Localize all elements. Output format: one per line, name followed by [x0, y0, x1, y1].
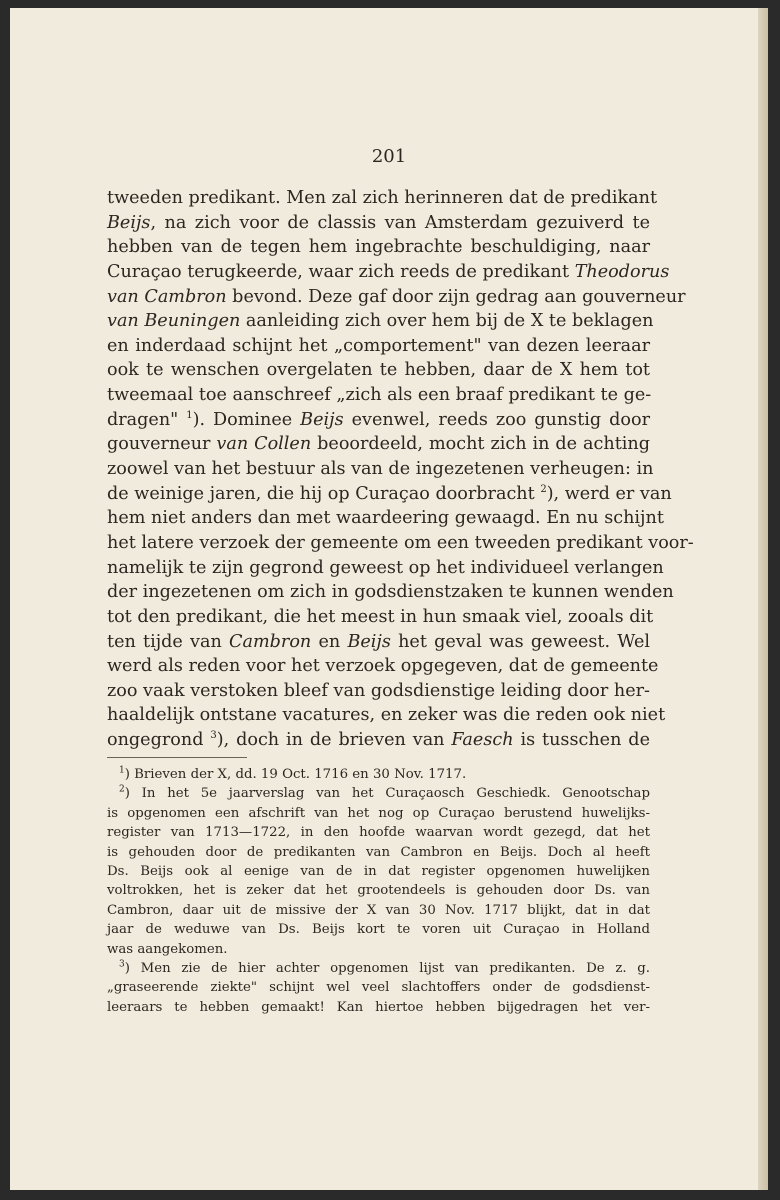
text-run: „graseerende ziekte" schijnt wel veel slachtoffers onder de godsdienst-	[107, 980, 650, 996]
body-line	[107, 728, 650, 753]
text-run: tweemaal toe aanschreef „zich als een braaf predikant te ge-	[107, 385, 652, 406]
footnote-line	[107, 823, 650, 842]
body-line	[107, 457, 654, 482]
text-run: tot den predikant, die het meest in hun smaak viel, zooals dit	[107, 606, 654, 627]
italic-name: van Cambron	[107, 286, 227, 307]
footnote-rule	[107, 757, 247, 758]
body-line	[107, 482, 672, 507]
footnote-marker: 1	[119, 765, 125, 776]
text-run: bevond. Deze gaf door zijn gedrag aan gouverneur	[226, 286, 686, 307]
text-run: evenwel, reeds zoo gunstig door	[343, 409, 650, 430]
body-line	[107, 630, 650, 655]
footnote-line	[107, 804, 650, 823]
body-line	[107, 506, 664, 531]
footnote-line	[107, 784, 650, 803]
text-run: zoo vaak verstoken bleef van godsdienstige leiding door her-	[107, 680, 650, 701]
text-run: gouverneur	[107, 434, 217, 455]
text-run: ) In het 5e jaarverslag van het Curaçaosch Geschiedk. Genootschap	[124, 786, 650, 802]
footnote-marker: 2	[540, 483, 547, 495]
body-line	[107, 186, 658, 211]
italic-name: Beijs	[107, 212, 151, 233]
text-run: namelijk te zijn gegrond geweest op het individueel verlangen	[107, 557, 664, 578]
italic-name: Faesch	[451, 730, 514, 751]
footnote-line	[107, 862, 650, 881]
text-run: werd als reden voor het verzoek opgegeven, dat de gemeente	[107, 656, 659, 677]
text-run: jaar de weduwe van Ds. Beijs kort te voren uit Curaçao in Holland	[107, 922, 650, 938]
text-run: zoowel van het bestuur als van de ingezetenen verheugen: in	[107, 459, 654, 480]
text-run: register van 1713—1722, in den hoofde waarvan wordt gezegd, dat het	[107, 825, 650, 841]
footnote-marker: 3	[119, 959, 125, 970]
text-run: leeraars te hebben gemaakt! Kan hiertoe hebben bijgedragen het ver-	[107, 999, 650, 1015]
body-line	[107, 408, 650, 433]
text-run: hebben van de tegen hem ingebrachte beschuldiging, naar	[107, 237, 650, 258]
text-run: der ingezetenen om zich in godsdienstzaken te kunnen wenden	[107, 582, 674, 603]
footnote-line	[107, 959, 650, 978]
text-run: was aangekomen.	[107, 941, 228, 957]
body-line	[107, 580, 674, 605]
text-run: haaldelijk ontstane vacatures, en zeker was die reden ook niet	[107, 705, 666, 726]
footnote-line	[107, 940, 650, 959]
text-run: ). Dominee	[192, 409, 301, 430]
footnote-line	[107, 998, 650, 1017]
text-run: voltrokken, het is zeker dat het grootendeels is gehouden door Ds. van	[107, 883, 650, 899]
body-line	[107, 654, 659, 679]
italic-name: Theodorus	[574, 261, 670, 282]
text-run: ) Men zie de hier achter opgenomen lijst van predikanten. De z. g.	[124, 960, 650, 976]
book-page	[10, 8, 768, 1190]
text-run: Ds. Beijs ook al eenige van de in dat register opgenomen huwelijken	[107, 863, 650, 879]
italic-name: Beijs	[347, 631, 391, 652]
body-line	[107, 703, 666, 728]
text-run: ook te wenschen overgelaten te hebben, daar de X hem tot	[107, 360, 650, 381]
text-run: ), doch in de brieven van	[216, 730, 452, 751]
text-run: ) Brieven der X, dd. 19 Oct. 1716 en 30 Nov. 1717.	[124, 767, 467, 782]
text-run: is tusschen de	[513, 730, 650, 751]
footnote-line	[107, 843, 650, 862]
body-line	[107, 334, 650, 359]
body-line	[107, 309, 654, 334]
body-line	[107, 605, 654, 630]
text-run: Curaçao terugkeerde, waar zich reeds de predikant	[107, 261, 575, 282]
text-run: Cambron, daar uit de missive der X van 30 Nov. 1717 blijkt, dat in dat	[107, 902, 650, 918]
text-run: is gehouden door de predikanten van Cambron en Beijs. Doch al heeft	[107, 844, 650, 860]
body-line	[107, 358, 650, 383]
italic-name: van Collen	[216, 434, 312, 455]
footnote-marker: 2	[119, 784, 125, 795]
footnote-line	[107, 901, 650, 920]
body-line	[107, 260, 670, 285]
text-run: beoordeeld, mocht zich in de achting	[311, 434, 651, 455]
body-line	[107, 383, 650, 408]
text-run: de weinige jaren, die hij op Curaçao doorbracht	[107, 483, 541, 504]
page-edge	[758, 8, 768, 1190]
text-run: is opgenomen een afschrift van het nog op Curaçao berustend huwelijks-	[107, 805, 650, 821]
text-run: , na zich voor de classis van Amsterdam gezuiverd te	[150, 212, 650, 233]
footnote-line	[107, 920, 650, 939]
text-run: het latere verzoek der gemeente om een tweeden predikant voor-	[107, 532, 694, 553]
body-line	[107, 531, 694, 556]
text-run: en	[311, 631, 348, 652]
text-run: hem niet anders dan met waardeering gewaagd. En nu schijnt	[107, 508, 664, 529]
text-run: ten tijde van	[107, 631, 230, 652]
body-line	[107, 235, 650, 260]
italic-name: Beijs	[300, 409, 344, 430]
body-line	[107, 556, 664, 581]
body-line	[107, 211, 650, 236]
body-line	[107, 285, 686, 310]
footnote-marker: 3	[210, 730, 217, 742]
footnotes	[107, 765, 650, 1017]
text-run: ), werd er van	[546, 483, 672, 504]
text-run: aanleiding zich over hem bij de X te beklagen	[240, 311, 654, 332]
body-line	[107, 432, 650, 457]
footnote-marker: 1	[186, 409, 193, 421]
page-number: 201	[371, 146, 407, 167]
footnote-line	[107, 881, 650, 900]
text-run: en inderdaad schijnt het „comportement" van dezen leeraar	[107, 335, 650, 356]
italic-name: Cambron	[229, 631, 312, 652]
text-run: tweeden predikant. Men zal zich herinneren dat de predikant	[107, 188, 658, 208]
italic-name: van Beuningen	[107, 311, 241, 332]
footnote-line	[107, 765, 650, 784]
body-line	[107, 679, 650, 704]
body-text	[107, 186, 694, 753]
text-run: het geval was geweest. Wel	[390, 631, 650, 652]
text-run: dragen"	[107, 409, 187, 430]
text-run: ongegrond	[107, 730, 211, 751]
footnote-line	[107, 978, 650, 997]
